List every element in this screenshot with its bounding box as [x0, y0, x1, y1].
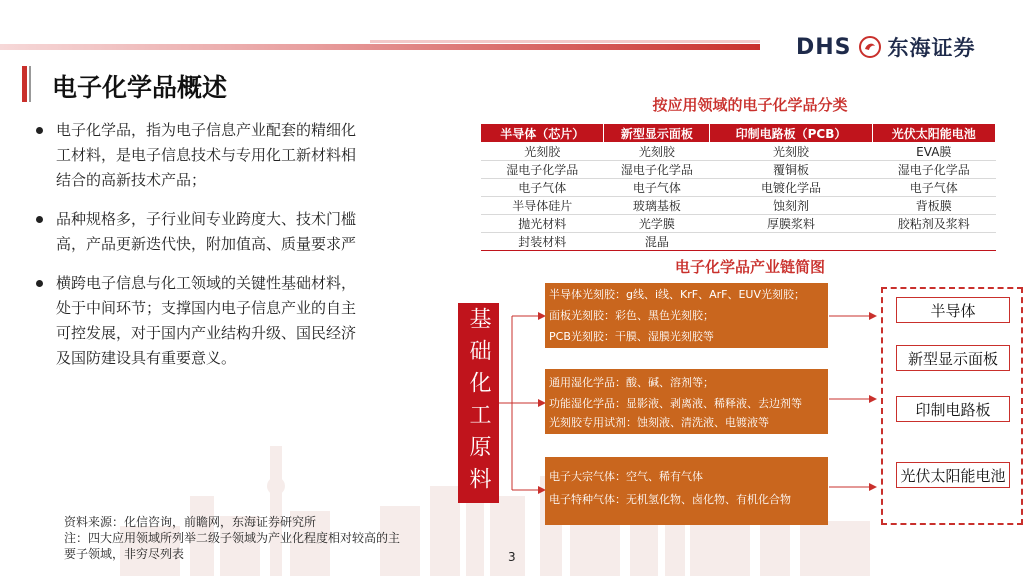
wet-chemicals-box: [545, 369, 828, 434]
table-cell: 湿电子化学品: [872, 161, 995, 179]
note-line: 注：四大应用领域所列举二级子领域为产业化程度相对较高的主要子领域，非穷尽列表: [64, 531, 401, 561]
page-number: 3: [508, 550, 516, 564]
column-header: 新型显示面板: [604, 124, 710, 143]
table-cell: 抛光材料: [481, 215, 604, 233]
table-cell: 封装材料: [481, 233, 604, 251]
logo-chinese-text: 东海证券: [887, 36, 976, 60]
chain-item: 半导体光刻胶：g线、i线、KrF、ArF、EUV光刻胶；: [549, 288, 806, 301]
table-cell: 光刻胶: [710, 143, 872, 161]
chain-item: 电子特种气体：无机氢化物、卤化物、有机化合物: [549, 493, 791, 506]
column-header: 半导体（芯片）: [481, 124, 604, 143]
table-cell: 电镀化学品: [710, 179, 872, 197]
chain-item: 通用湿化学品：酸、碱、溶剂等；: [549, 376, 714, 389]
table-cell: 光刻胶: [604, 143, 710, 161]
table-cell: 光学膜: [604, 215, 710, 233]
chain-item: 面板光刻胶：彩色、黑色光刻胶；: [549, 309, 714, 322]
chain-item: PCB光刻胶：干膜、湿膜光刻胶等: [549, 330, 714, 343]
table-cell: 混晶: [604, 233, 710, 251]
photoresist-box: [545, 283, 828, 348]
bullet-text: 品种规格多，子行业间专业跨度大、技术门槛高，产品更新迭代快，附加值高、质量要求严: [56, 210, 357, 253]
application-display-panel: 新型显示面板: [896, 345, 1010, 371]
application-solar-cell: 光伏太阳能电池: [896, 462, 1010, 488]
table-cell: 厚膜浆料: [710, 215, 872, 233]
source-line: 资料来源：化信咨询，前瞻网，东海证券研究所: [64, 515, 317, 529]
table-cell: 覆铜板: [710, 161, 872, 179]
table-cell: 湿电子化学品: [604, 161, 710, 179]
bullet-text: 横跨电子信息与化工领域的关键性基础材料，处于中间环节；支撑国内电子信息产业的自主可控发展，对于国内产业结构升级、国民经济及国防建设具有重要意义。: [56, 274, 357, 367]
table-cell: 半导体硅片: [481, 197, 604, 215]
column-header: 印制电路板（PCB）: [710, 124, 872, 143]
logo-latin-text: DHS: [796, 34, 852, 60]
table-cell: 背板膜: [872, 197, 995, 215]
chain-item: 电子大宗气体：空气、稀有气体: [549, 470, 703, 483]
table-cell: 玻璃基板: [604, 197, 710, 215]
table-cell: 胶粘剂及浆料: [872, 215, 995, 233]
column-header: 光伏太阳能电池: [872, 124, 995, 143]
application-semiconductor: 半导体: [896, 297, 1010, 323]
chain-item: 光刻胶专用试剂：蚀刻液、清洗液、电镀液等: [549, 416, 769, 429]
table-cell: 电子气体: [604, 179, 710, 197]
application-pcb: 印制电路板: [896, 396, 1010, 422]
chain-item: 功能湿化学品：显影液、剥离液、稀释液、去边剂等: [549, 397, 802, 410]
source-note: [64, 514, 404, 562]
chain-diagram-title: 电子化学品产业链简图: [674, 258, 825, 276]
bullet-text: 电子化学品，指为电子信息产业配套的精细化工材料，是电子信息技术与专用化工新材料相结合的高新技术产品；: [56, 121, 357, 189]
table-cell: 蚀刻剂: [710, 197, 872, 215]
base-chemical-materials-box: [458, 303, 499, 503]
table-cell: 电子气体: [872, 179, 995, 197]
table-cell: 湿电子化学品: [481, 161, 604, 179]
table-cell: 光刻胶: [481, 143, 604, 161]
page-title: 电子化学品概述: [52, 73, 228, 102]
table-cell: EVA膜: [872, 143, 995, 161]
electronic-gas-box: [545, 457, 828, 525]
table-title: 按应用领域的电子化学品分类: [652, 96, 848, 114]
table-cell: 电子气体: [481, 179, 604, 197]
base-label: 基础化工原料: [466, 307, 491, 499]
